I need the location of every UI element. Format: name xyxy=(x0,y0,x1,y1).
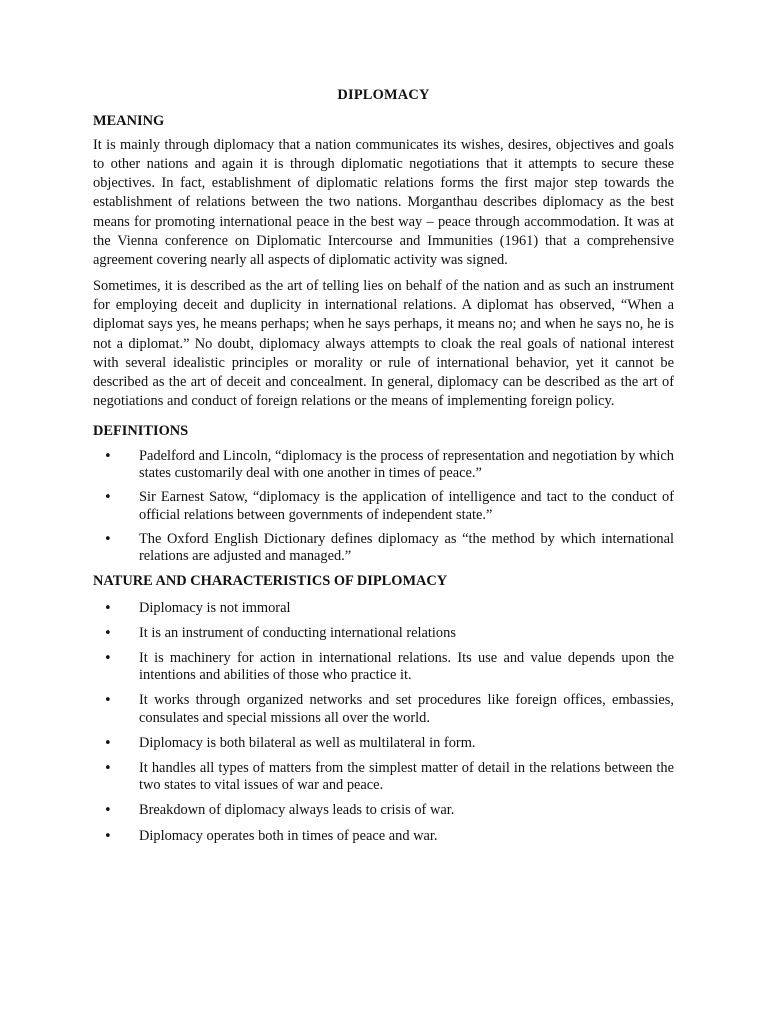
nature-item: • It works through organized networks and set procedures like foreign offices, embassies, consulates and special missions all over the world. xyxy=(93,692,674,726)
nature-item: • It is machinery for action in international relations. Its use and value depends upon the intentions and abilities of those who practice it. xyxy=(93,650,674,684)
meaning-paragraph-1: It is mainly through diplomacy that a nation communicates its wishes, desires, objectives and goals to other nations and again it is through diplomatic negotiations that it attempts to secure these objectives. In fact, establishment of diplomatic relations forms the first major step towards the establishment of relations between the two nations. Morganthau describes diplomacy as the best means for promoting international peace in the best way – peace through accommodation. It was at the Vienna conference on Diplomatic Intercourse and Immunities (1961) that a comprehensive agreement covering nearly all aspects of diplomatic activity was signed. xyxy=(93,136,674,269)
definition-item: • The Oxford English Dictionary defines diplomacy as “the method by which international relations are adjusted and managed.” xyxy=(93,531,674,565)
nature-item: • Breakdown of diplomacy always leads to crisis of war. xyxy=(93,802,674,819)
nature-item: • Diplomacy is both bilateral as well as multilateral in form. xyxy=(93,735,674,752)
meaning-heading: MEANING xyxy=(93,113,165,130)
nature-item: • It is an instrument of conducting international relations xyxy=(93,625,674,642)
document-title: DIPLOMACY xyxy=(337,87,430,103)
nature-list xyxy=(93,600,674,845)
nature-item: • It handles all types of matters from the simplest matter of detail in the relations between the two states to vital issues of war and peace. xyxy=(93,760,674,794)
definition-item: • Padelford and Lincoln, “diplomacy is the process of representation and negotiation by which states customarily deal with one another in times of peace.” xyxy=(93,448,674,482)
meaning-paragraph-2: Sometimes, it is described as the art of telling lies on behalf of the nation and as such an instrument for employing deceit and duplicity in international relations. A diplomat has observed, “When a diplomat says yes, he means perhaps; when he says perhaps, it means no; and when he says no, he is not a diplomat.” No doubt, diplomacy always attempts to cloak the real goals of national interest with several idealistic principles or morality or rule of international behavior, yet it cannot be described as the art of deceit and concealment. In general, diplomacy can be described as the art of negotiations and conduct of foreign relations or the means of implementing foreign policy. xyxy=(93,277,674,410)
nature-item: • Diplomacy operates both in times of peace and war. xyxy=(93,828,674,845)
nature-heading: NATURE AND CHARACTERISTICS OF DIPLOMACY xyxy=(93,573,448,590)
definition-item: • Sir Earnest Satow, “diplomacy is the application of intelligence and tact to the conduct of official relations between governments of independent state.” xyxy=(93,489,674,523)
definitions-list xyxy=(93,448,674,565)
definitions-heading: DEFINITIONS xyxy=(93,422,189,439)
nature-item: • Diplomacy is not immoral xyxy=(93,600,674,617)
